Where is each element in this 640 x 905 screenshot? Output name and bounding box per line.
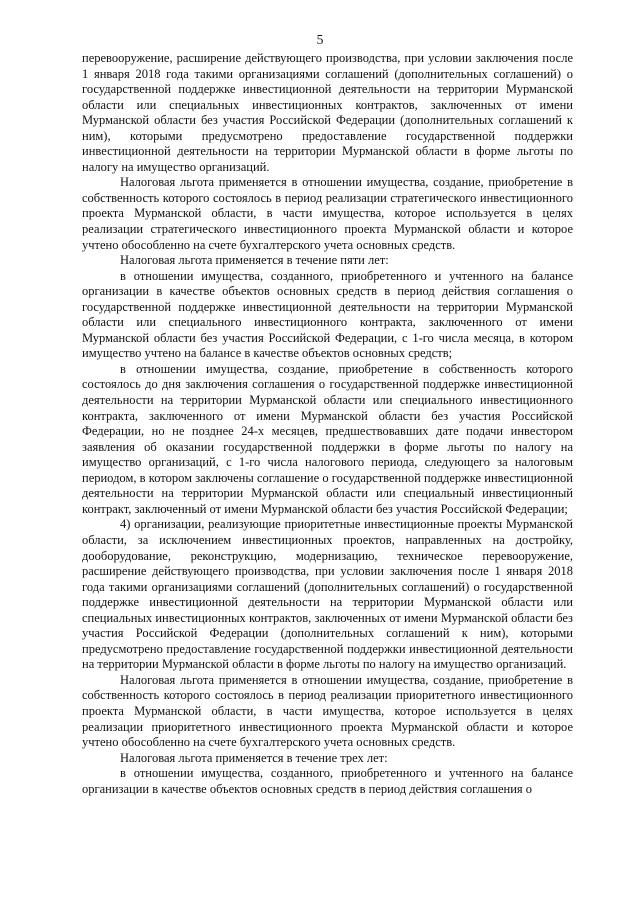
paragraph-item-4-priority-projects: 4) организации, реализующие приоритетные инвестиционные проекты Мурманской области, за исключением инвестиционных проектов, направленных на достройку, дооборудование, реконструкцию, модернизацию, техническое перевооружение, расширение действующего производства, при условии заключения после 1 января 2018 года такими организациями соглашений (дополнительных соглашений) о государственной поддержке инвестиционной деятельности на территории Мурманской области или специальных инвестиционных контрактов, заключенных от имени Мурманской области без участия Российской Федерации (дополнительных соглашений к ним), которыми предусмотрено предоставление государственной поддержки инвестиционной деятельности на территории Мурманской области в форме льготы по налогу на имущество организаций.	[82, 517, 573, 672]
paragraph-three-years-intro: Налоговая льгота применяется в течение трех лет:	[120, 750, 388, 765]
paragraph-strategic-scope: Налоговая льгота применяется в отношении имущества, создание, приобретение в собственность которого состоялось в период реализации стратегического инвестиционного проекта Мурманской области, в части имущества, которое используется в целях реализации стратегического инвестиционного проекта Мурманской области и которое учтено обособленно на счете бухгалтерского учета основных средств.	[82, 175, 573, 252]
paragraph-priority-scope: Налоговая льгота применяется в отношении имущества, создание, приобретение в собственность которого состоялось в период реализации приоритетного инвестиционного проекта Мурманской области, в части имущества, которое используется в целях реализации приоритетного инвестиционного проекта Мурманской области и которое учтено обособленно на счете бухгалтерского учета основных средств.	[82, 672, 573, 750]
paragraph-five-years-item-2: в отношении имущества, создание, приобретение в собственность которого состоялось до дня заключения соглашения о государственной поддержке инвестиционной деятельности на территории Мурманской области или специального инвестиционного контракта, заключенного от имени Мурманской области без участия Российской Федерации, но не позднее 24-х месяцев, предшествовавших дате подачи инвестором заявления об оказании государственной поддержки в форме льготы по налогу на имущество организаций, с 1-го числа налогового периода, следующего за налоговым периодом, в котором заключены соглашение о государственной поддержке инвестиционной деятельности на территории Мурманской области или специальный инвестиционный контракт, заключенный от имени Мурманской области без участия Российской Федерации;	[82, 361, 573, 516]
paragraph-three-years-item-1: в отношении имущества, созданного, приобретенного и учтенного на балансе организации в качестве объектов основных средств в период действия соглашения о	[82, 766, 573, 796]
document-body	[82, 51, 573, 797]
paragraph-five-years-intro: Налоговая льгота применяется в течение пяти лет:	[120, 253, 389, 268]
paragraph-continuation: перевооружение, расширение действующего производства, при условии заключения после 1 января 2018 года такими организациями соглашений (дополнительных соглашений) о государственной поддержке инвестиционной деятельности на территории Мурманской области или специальных инвестиционных контрактов, заключенных от имени Мурманской области без участия Российской Федерации (дополнительных соглашений к ним), которыми предусмотрено предоставление государственной поддержки инвестиционной деятельности на территории Мурманской области в форме льготы по налогу на имущество организаций.	[82, 51, 573, 174]
page-number: 5	[316, 32, 324, 47]
paragraph-five-years-item-1: в отношении имущества, созданного, приобретенного и учтенного на балансе организации в качестве объектов основных средств в период действия соглашения о государственной поддержке инвестиционной деятельности на территории Мурманской области или специального инвестиционного контракта, заключенного от имени Мурманской области без участия Российской Федерации, с 1-го числа месяца, в котором имущество учтено на балансе в качестве объектов основных средств;	[82, 268, 573, 361]
